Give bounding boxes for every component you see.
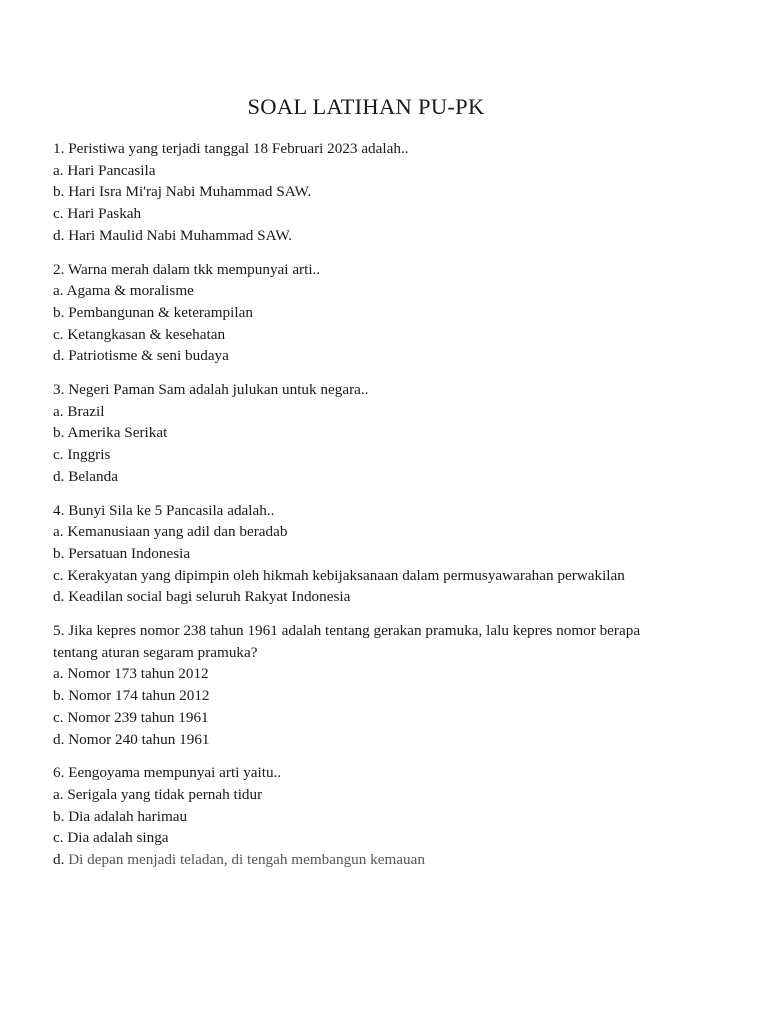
question-1 — [53, 138, 733, 247]
question-5 — [53, 620, 733, 750]
option-c: c. Ketangkasan & kesehatan — [53, 325, 226, 343]
question-text-continued: tentang aturan segaram pramuka? — [53, 643, 258, 661]
option-a: a. Nomor 173 tahun 2012 — [53, 665, 209, 683]
question-list — [53, 138, 733, 883]
question-2 — [53, 259, 733, 368]
option-c: c. Kerakyatan yang dipimpin oleh hikmah kebijaksanaan dalam permusyawarahan perwakilan — [53, 566, 625, 584]
option-c: c. Hari Paskah — [53, 205, 142, 223]
option-a: a. Kemanusiaan yang adil dan beradab — [53, 523, 288, 541]
option-d: d. Nomor 240 tahun 1961 — [53, 730, 210, 748]
question-text: 2. Warna merah dalam tkk mempunyai arti.. — [53, 260, 321, 278]
option-c: c. Nomor 239 tahun 1961 — [53, 708, 209, 726]
option-d-text: Di depan menjadi teladan, di tengah membangun kemauan — [68, 851, 425, 869]
option-b: b. Persatuan Indonesia — [53, 544, 191, 562]
question-6 — [53, 762, 733, 871]
option-c: c. Dia adalah singa — [53, 829, 169, 847]
option-d — [53, 849, 733, 871]
question-text: 5. Jika kepres nomor 238 tahun 1961 adalah tentang gerakan pramuka, lalu kepres nomor berapa — [53, 622, 641, 640]
option-b: b. Pembangunan & keterampilan — [53, 303, 253, 321]
question-text: 3. Negeri Paman Sam adalah julukan untuk negara.. — [53, 381, 369, 399]
option-b: b. Amerika Serikat — [53, 424, 168, 442]
option-d: d. Belanda — [53, 467, 118, 485]
question-4 — [53, 500, 733, 609]
option-a: a. Agama & moralisme — [53, 282, 194, 300]
option-d: d. Hari Maulid Nabi Muhammad SAW. — [53, 226, 293, 244]
option-c: c. Inggris — [53, 446, 111, 464]
question-text: 1. Peristiwa yang terjadi tanggal 18 Februari 2023 adalah.. — [53, 140, 409, 157]
option-a: a. Brazil — [53, 402, 105, 420]
option-a: a. Hari Pancasila — [53, 161, 156, 179]
option-b: b. Dia adalah harimau — [53, 807, 188, 825]
option-b: b. Nomor 174 tahun 2012 — [53, 687, 210, 705]
option-d: d. Patriotisme & seni budaya — [53, 347, 229, 365]
page-title: SOAL LATIHAN PU-PK — [247, 94, 485, 119]
question-3 — [53, 379, 733, 488]
option-a: a. Serigala yang tidak pernah tidur — [53, 785, 263, 803]
question-text: 4. Bunyi Sila ke 5 Pancasila adalah.. — [53, 501, 275, 519]
option-b: b. Hari Isra Mi'raj Nabi Muhammad SAW. — [53, 183, 312, 201]
option-d: d. Keadilan social bagi seluruh Rakyat Indonesia — [53, 588, 351, 606]
option-d-prefix: d. — [53, 851, 65, 869]
question-text: 6. Eengoyama mempunyai arti yaitu.. — [53, 764, 282, 782]
